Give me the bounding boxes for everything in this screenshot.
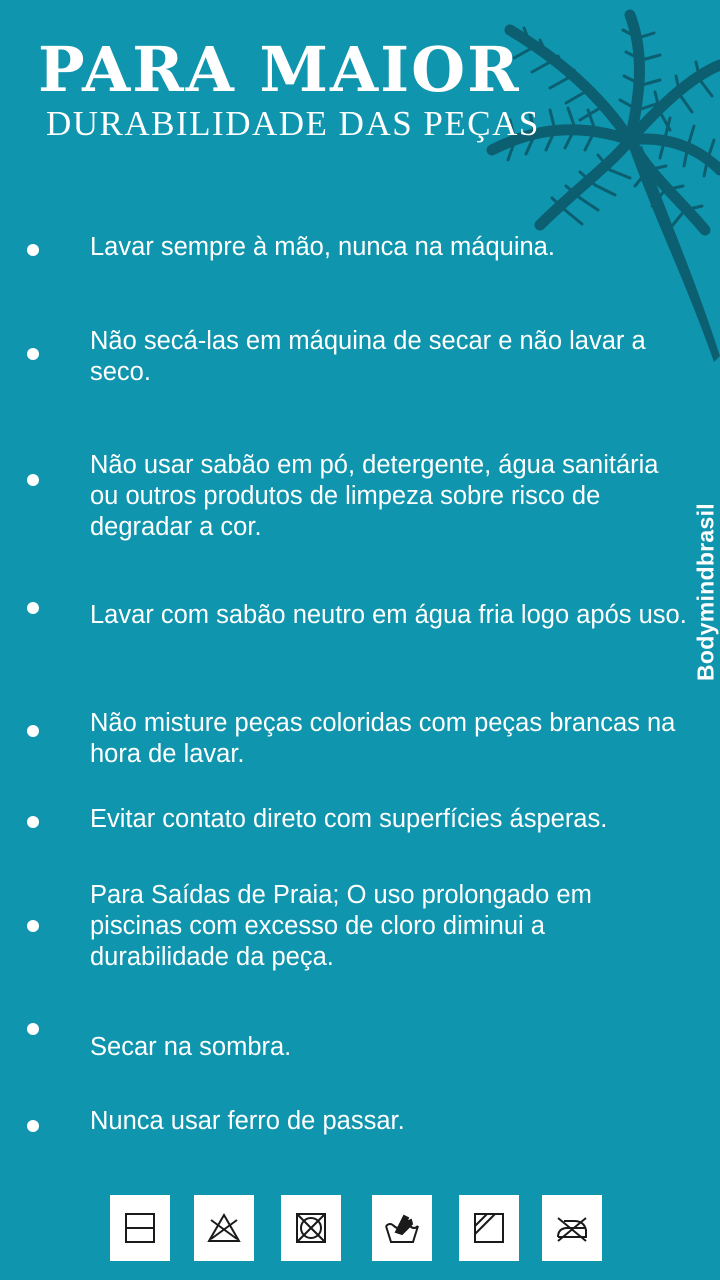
list-item-text: Não secá-las em máquina de secar e não lavar a seco. <box>90 327 646 386</box>
dry-in-shade-icon <box>459 1195 519 1261</box>
bullet-icon <box>27 602 39 614</box>
bullet-icon <box>27 725 39 737</box>
bullet-icon <box>27 348 39 360</box>
do-not-bleach-icon <box>194 1195 254 1261</box>
dry-flat-icon <box>110 1195 170 1261</box>
list-item-text: Para Saídas de Praia; O uso prolongado em piscinas com excesso de cloro diminui a durabilidade da peça. <box>90 881 592 971</box>
bullet-icon <box>27 244 39 256</box>
list-item-text: Evitar contato direto com superfícies ásperas. <box>90 805 608 833</box>
page-title: PARA MAIOR <box>38 33 521 106</box>
list-item-text: Lavar sempre à mão, nunca na máquina. <box>90 233 555 261</box>
list-item-text: Não misture peças coloridas com peças brancas na hora de lavar. <box>90 709 676 768</box>
bullet-icon <box>27 816 39 828</box>
list-item-text: Secar na sombra. <box>90 1033 292 1061</box>
bullet-icon <box>27 474 39 486</box>
brand-watermark: Bodymindbrasil <box>692 502 719 682</box>
list-item-text: Lavar com sabão neutro em água fria logo após uso. <box>90 601 687 629</box>
bullet-icon <box>27 1120 39 1132</box>
bullet-icon <box>27 920 39 932</box>
list-item-text: Não usar sabão em pó, detergente, água sanitária ou outros produtos de limpeza sobre risco de degradar a cor. <box>90 451 659 541</box>
do-not-iron-icon <box>542 1195 602 1261</box>
bullet-icon <box>27 1023 39 1035</box>
list-item-text: Nunca usar ferro de passar. <box>90 1107 405 1135</box>
do-not-tumble-dry-icon <box>281 1195 341 1261</box>
page-subtitle: DURABILIDADE DAS PEÇAS <box>46 104 540 143</box>
hand-wash-icon <box>372 1195 432 1261</box>
